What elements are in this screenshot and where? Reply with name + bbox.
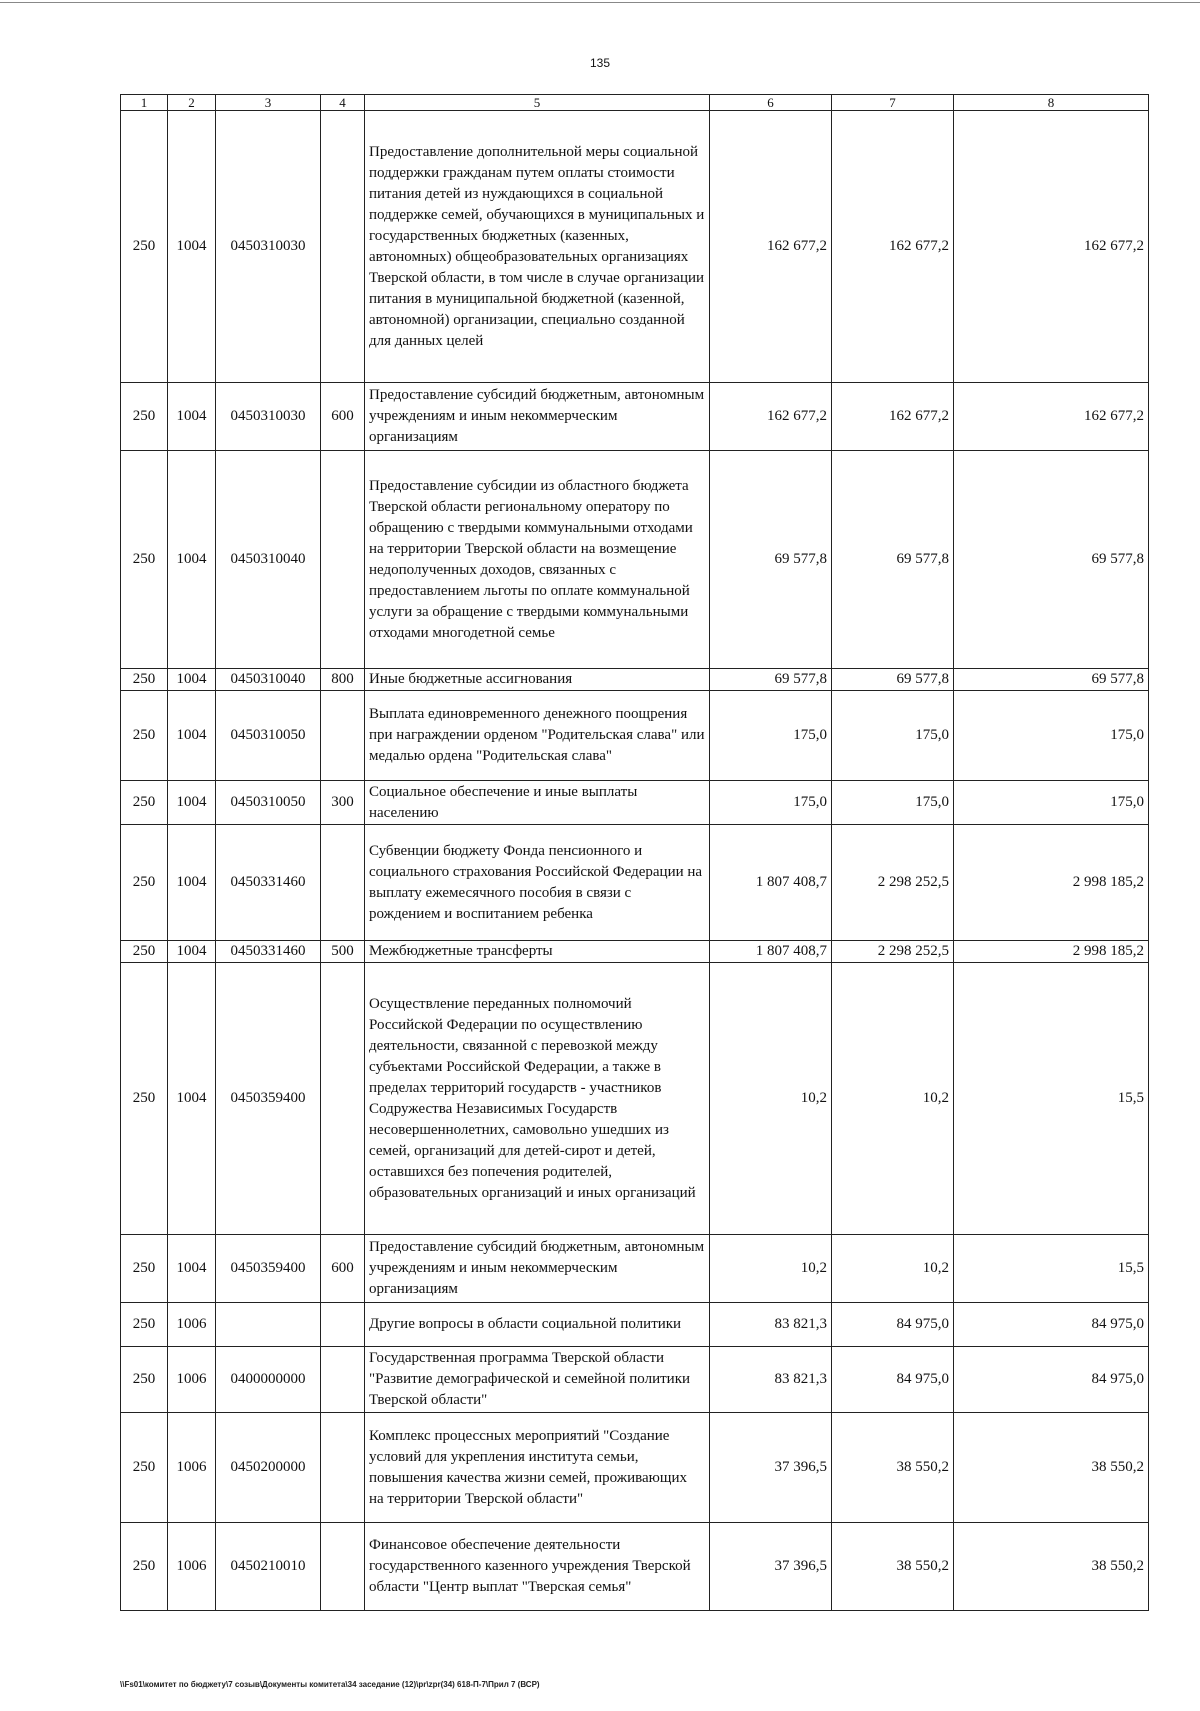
- header-cell-4: 4: [321, 95, 365, 111]
- section-code-cell: 1004: [168, 825, 216, 941]
- table-row: [121, 1347, 1149, 1413]
- grbs-code-cell: 250: [121, 111, 168, 383]
- amount-year-3-cell: 38 550,2: [954, 1523, 1149, 1611]
- description-cell: Социальное обеспечение и иные выплаты населению: [365, 781, 710, 825]
- section-code-cell: 1004: [168, 669, 216, 691]
- section-code-cell: 1006: [168, 1523, 216, 1611]
- amount-year-3-cell: 15,5: [954, 963, 1149, 1235]
- table-row: [121, 383, 1149, 451]
- expense-type-code-cell: 600: [321, 383, 365, 451]
- section-code-cell: 1004: [168, 451, 216, 669]
- expense-type-code-cell: 600: [321, 1235, 365, 1303]
- target-article-code-cell: 0400000000: [216, 1347, 321, 1413]
- description-cell: Другие вопросы в области социальной политики: [365, 1303, 710, 1347]
- expense-type-code-cell: 300: [321, 781, 365, 825]
- grbs-code-cell: 250: [121, 781, 168, 825]
- target-article-code-cell: 0450310050: [216, 691, 321, 781]
- page-number: 135: [589, 56, 611, 70]
- table-row: [121, 1235, 1149, 1303]
- target-article-code-cell: 0450310040: [216, 669, 321, 691]
- amount-year-3-cell: 84 975,0: [954, 1347, 1149, 1413]
- amount-year-2-cell: 2 298 252,5: [832, 825, 954, 941]
- section-code-cell: 1004: [168, 383, 216, 451]
- amount-year-3-cell: 175,0: [954, 781, 1149, 825]
- amount-year-2-cell: 10,2: [832, 963, 954, 1235]
- table-row: [121, 825, 1149, 941]
- grbs-code-cell: 250: [121, 1347, 168, 1413]
- target-article-code-cell: 0450359400: [216, 1235, 321, 1303]
- target-article-code-cell: 0450200000: [216, 1413, 321, 1523]
- expense-type-code-cell: [321, 691, 365, 781]
- amount-year-2-cell: 162 677,2: [832, 383, 954, 451]
- target-article-code-cell: 0450331460: [216, 825, 321, 941]
- amount-year-2-cell: 2 298 252,5: [832, 941, 954, 963]
- amount-year-1-cell: 175,0: [710, 781, 832, 825]
- amount-year-3-cell: 84 975,0: [954, 1303, 1149, 1347]
- amount-year-1-cell: 37 396,5: [710, 1413, 832, 1523]
- table-row: [121, 1413, 1149, 1523]
- expense-type-code-cell: [321, 451, 365, 669]
- grbs-code-cell: 250: [121, 1413, 168, 1523]
- header-cell-5: 5: [365, 95, 710, 111]
- description-cell: Иные бюджетные ассигнования: [365, 669, 710, 691]
- grbs-code-cell: 250: [121, 1235, 168, 1303]
- expense-type-code-cell: [321, 825, 365, 941]
- expense-type-code-cell: [321, 1303, 365, 1347]
- table-row: [121, 1523, 1149, 1611]
- grbs-code-cell: 250: [121, 1523, 168, 1611]
- header-cell-1: 1: [121, 95, 168, 111]
- expense-type-code-cell: [321, 111, 365, 383]
- amount-year-2-cell: 162 677,2: [832, 111, 954, 383]
- grbs-code-cell: 250: [121, 383, 168, 451]
- target-article-code-cell: 0450310030: [216, 383, 321, 451]
- amount-year-3-cell: 162 677,2: [954, 111, 1149, 383]
- header-cell-3: 3: [216, 95, 321, 111]
- amount-year-3-cell: 2 998 185,2: [954, 941, 1149, 963]
- amount-year-1-cell: 69 577,8: [710, 451, 832, 669]
- description-cell: Предоставление дополнительной меры социальной поддержки гражданам путем оплаты стоимости питания детей из нуждающихся в социальной поддержке семей, обучающихся в муниципальных и государственных бюджетных (казенных, автономных) общеобразовательных организациях Тверской области, в том числе в случае организации питания в муниципальной бюджетной (казенной, автономной) организации, специально созданной для данных целей: [365, 111, 710, 383]
- description-cell: Предоставление субсидии из областного бюджета Тверской области региональному оператору по обращению с твердыми коммунальными отходами на территории Тверской области на возмещение недополученных доходов, связанных с предоставлением льготы по оплате коммунальной услуги за обращение с твердыми коммунальными отходами многодетной семье: [365, 451, 710, 669]
- target-article-code-cell: 0450359400: [216, 963, 321, 1235]
- target-article-code-cell: [216, 1303, 321, 1347]
- expense-type-code-cell: [321, 1347, 365, 1413]
- table-row: [121, 941, 1149, 963]
- amount-year-2-cell: 69 577,8: [832, 451, 954, 669]
- amount-year-1-cell: 162 677,2: [710, 111, 832, 383]
- amount-year-1-cell: 10,2: [710, 963, 832, 1235]
- budget-table: [120, 94, 1149, 1611]
- table-row: [121, 963, 1149, 1235]
- table-row: [121, 1303, 1149, 1347]
- amount-year-2-cell: 10,2: [832, 1235, 954, 1303]
- description-cell: Государственная программа Тверской области "Развитие демографической и семейной политики Тверской области": [365, 1347, 710, 1413]
- amount-year-2-cell: 38 550,2: [832, 1413, 954, 1523]
- section-code-cell: 1004: [168, 963, 216, 1235]
- expense-type-code-cell: [321, 1413, 365, 1523]
- header-row: [121, 95, 1149, 111]
- section-code-cell: 1004: [168, 941, 216, 963]
- target-article-code-cell: 0450310040: [216, 451, 321, 669]
- amount-year-2-cell: 69 577,8: [832, 669, 954, 691]
- table-row: [121, 691, 1149, 781]
- footer-file-path: \\Fs01\комитет по бюджету\7 созыв\Документы комитета\34 заседание (12)\pr\zpr(34) 618-П-7\Прил 7 (ВСР): [120, 1680, 540, 1689]
- amount-year-2-cell: 84 975,0: [832, 1347, 954, 1413]
- amount-year-2-cell: 38 550,2: [832, 1523, 954, 1611]
- amount-year-2-cell: 84 975,0: [832, 1303, 954, 1347]
- amount-year-3-cell: 38 550,2: [954, 1413, 1149, 1523]
- description-cell: Осуществление переданных полномочий Российской Федерации по осуществлению деятельности, связанной с перевозкой между субъектами Российской Федерации, а также в пределах территорий государств - участников Содружества Независимых Государств несовершеннолетних, самовольно ушедших из семей, организаций для детей-сирот и детей, оставшихся без попечения родителей, образовательных организаций и иных организаций: [365, 963, 710, 1235]
- description-cell: Предоставление субсидий бюджетным, автономным учреждениям и иным некоммерческим организациям: [365, 383, 710, 451]
- description-cell: Финансовое обеспечение деятельности государственного казенного учреждения Тверской области "Центр выплат "Тверская семья": [365, 1523, 710, 1611]
- grbs-code-cell: 250: [121, 941, 168, 963]
- amount-year-3-cell: 69 577,8: [954, 669, 1149, 691]
- grbs-code-cell: 250: [121, 669, 168, 691]
- description-cell: Предоставление субсидий бюджетным, автономным учреждениям и иным некоммерческим организациям: [365, 1235, 710, 1303]
- expense-type-code-cell: 800: [321, 669, 365, 691]
- amount-year-1-cell: 10,2: [710, 1235, 832, 1303]
- section-code-cell: 1004: [168, 691, 216, 781]
- table-row: [121, 451, 1149, 669]
- amount-year-2-cell: 175,0: [832, 781, 954, 825]
- grbs-code-cell: 250: [121, 1303, 168, 1347]
- amount-year-1-cell: 1 807 408,7: [710, 825, 832, 941]
- amount-year-1-cell: 37 396,5: [710, 1523, 832, 1611]
- table-row: [121, 781, 1149, 825]
- amount-year-1-cell: 1 807 408,7: [710, 941, 832, 963]
- description-cell: Субвенции бюджету Фонда пенсионного и социального страхования Российской Федерации на выплату ежемесячного пособия в связи с рождением и воспитанием ребенка: [365, 825, 710, 941]
- expense-type-code-cell: [321, 1523, 365, 1611]
- section-code-cell: 1004: [168, 781, 216, 825]
- grbs-code-cell: 250: [121, 451, 168, 669]
- amount-year-3-cell: 2 998 185,2: [954, 825, 1149, 941]
- amount-year-1-cell: 175,0: [710, 691, 832, 781]
- table-row: [121, 669, 1149, 691]
- header-cell-2: 2: [168, 95, 216, 111]
- amount-year-3-cell: 175,0: [954, 691, 1149, 781]
- header-cell-6: 6: [710, 95, 832, 111]
- amount-year-1-cell: 162 677,2: [710, 383, 832, 451]
- expense-type-code-cell: [321, 963, 365, 1235]
- grbs-code-cell: 250: [121, 825, 168, 941]
- amount-year-3-cell: 69 577,8: [954, 451, 1149, 669]
- amount-year-3-cell: 15,5: [954, 1235, 1149, 1303]
- amount-year-1-cell: 83 821,3: [710, 1347, 832, 1413]
- amount-year-3-cell: 162 677,2: [954, 383, 1149, 451]
- target-article-code-cell: 0450310050: [216, 781, 321, 825]
- expense-type-code-cell: 500: [321, 941, 365, 963]
- amount-year-2-cell: 175,0: [832, 691, 954, 781]
- header-cell-8: 8: [954, 95, 1149, 111]
- amount-year-1-cell: 83 821,3: [710, 1303, 832, 1347]
- description-cell: Комплекс процессных мероприятий "Создание условий для укрепления института семьи, повышения качества жизни семей, проживающих на территории Тверской области": [365, 1413, 710, 1523]
- section-code-cell: 1006: [168, 1303, 216, 1347]
- header-cell-7: 7: [832, 95, 954, 111]
- section-code-cell: 1004: [168, 111, 216, 383]
- description-cell: Межбюджетные трансферты: [365, 941, 710, 963]
- section-code-cell: 1006: [168, 1413, 216, 1523]
- description-cell: Выплата единовременного денежного поощрения при награждении орденом "Родительская слава" или медалью ордена "Родительская слава": [365, 691, 710, 781]
- grbs-code-cell: 250: [121, 963, 168, 1235]
- target-article-code-cell: 0450331460: [216, 941, 321, 963]
- top-rule: [0, 2, 1200, 3]
- target-article-code-cell: 0450310030: [216, 111, 321, 383]
- grbs-code-cell: 250: [121, 691, 168, 781]
- table-row: [121, 111, 1149, 383]
- amount-year-1-cell: 69 577,8: [710, 669, 832, 691]
- section-code-cell: 1006: [168, 1347, 216, 1413]
- target-article-code-cell: 0450210010: [216, 1523, 321, 1611]
- section-code-cell: 1004: [168, 1235, 216, 1303]
